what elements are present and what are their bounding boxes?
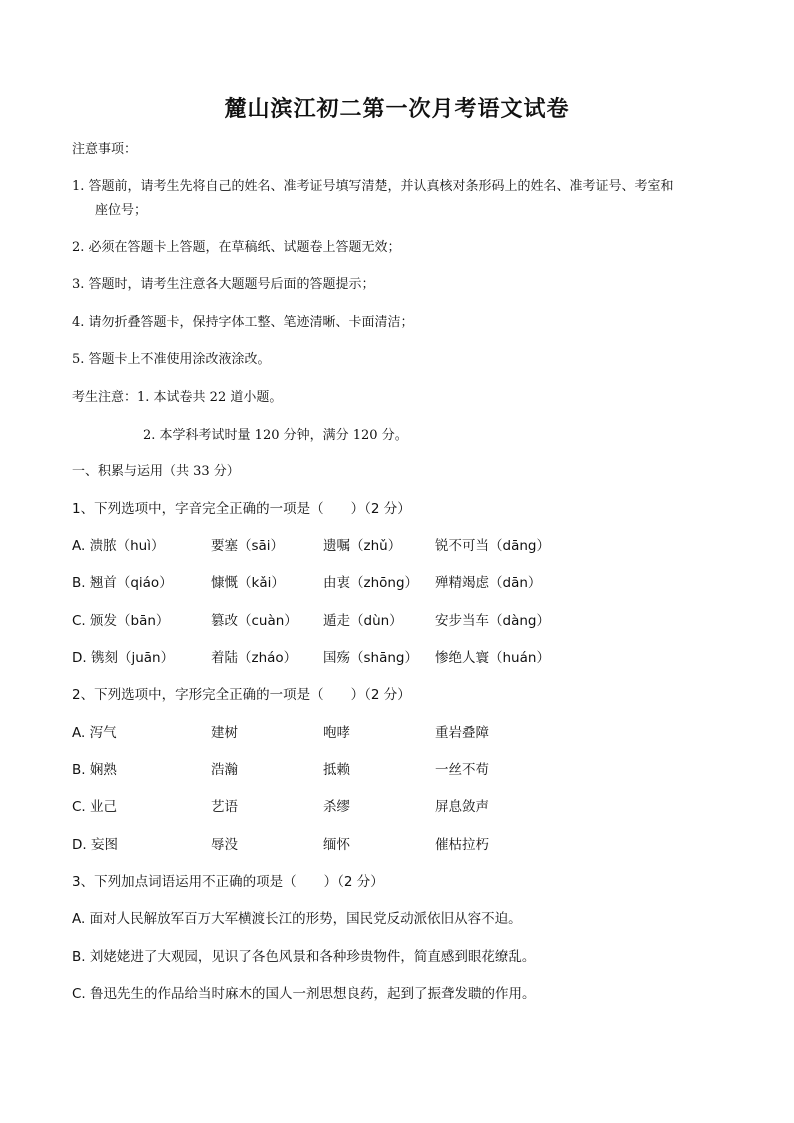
option-text: 建树 xyxy=(211,725,238,741)
option-text: 国殇（shāng） xyxy=(323,650,418,666)
option-text: 篡改（cuàn） xyxy=(211,613,298,629)
option-text: 咆哮 xyxy=(323,725,350,741)
q3-option-a: A. 面对人民解放军百万大军横渡长江的形势，国民党反动派依旧从容不迫。 xyxy=(72,911,522,927)
notice-item-1-cont: 座位号； xyxy=(95,203,148,218)
option-text: 浩瀚 xyxy=(211,762,238,778)
option-text: 抵赖 xyxy=(323,762,350,778)
option-text: 缅怀 xyxy=(323,837,350,853)
option-text: 慷慨（kǎi） xyxy=(211,575,285,591)
option-text: 安步当车（dàng） xyxy=(435,613,550,629)
option-text: 一丝不苟 xyxy=(435,762,489,778)
option-text: 催枯拉朽 xyxy=(435,837,489,853)
option-text: 由衷（zhōng） xyxy=(323,575,419,591)
option-text: B. 翘首（qiáo） xyxy=(72,575,173,591)
question-3-stem: 3、下列加点词语运用不正确的项是（ ）（2 分） xyxy=(72,874,384,890)
option-text: 遗嘱（zhǔ） xyxy=(323,538,402,554)
question-1-stem: 1、下列选项中，字音完全正确的一项是（ ）（2 分） xyxy=(72,501,411,517)
option-text: 艺语 xyxy=(211,799,238,815)
option-text: C. 业己 xyxy=(72,799,118,815)
option-text: 重岩叠障 xyxy=(435,725,489,741)
q3-option-b: B. 刘姥姥进了大观园，见识了各色风景和各种珍贵物件，简直感到眼花缭乱。 xyxy=(72,949,536,965)
option-text: 惨绝人寰（huán） xyxy=(435,650,550,666)
option-text: 要塞（sāi） xyxy=(211,538,285,554)
option-text: B. 娴熟 xyxy=(72,762,117,778)
option-text: 着陆（zháo） xyxy=(211,650,298,666)
notice-item-4: 4. 请勿折叠答题卡，保持字体工整、笔迹清晰、卡面清洁； xyxy=(72,315,414,330)
option-text: C. 颁发（bān） xyxy=(72,613,170,629)
notice-item-1: 1. 答题前，请考生先将自己的姓名、准考证号填写清楚，并认真核对条形码上的姓名、准考证号、考室和 xyxy=(72,179,674,194)
notice-item-3: 3. 答题时，请考生注意各大题题号后面的答题提示； xyxy=(72,277,375,292)
candidate-note-2: 2. 本学科考试时量 120 分钟，满分 120 分。 xyxy=(143,428,408,443)
option-text: 遁走（dùn） xyxy=(323,613,403,629)
section-heading: 一、积累与运用（共 33 分） xyxy=(72,464,240,479)
option-text: A. 溃脓（huì） xyxy=(72,538,165,554)
option-text: D. 镌刻（juān） xyxy=(72,650,175,666)
option-text: D. 妄图 xyxy=(72,837,118,853)
question-2-stem: 2、下列选项中，字形完全正确的一项是（ ）（2 分） xyxy=(72,687,411,703)
option-text: 锐不可当（dāng） xyxy=(435,538,550,554)
candidate-note-1: 考生注意：1. 本试卷共 22 道小题。 xyxy=(72,390,283,405)
option-text: 屏息敛声 xyxy=(435,799,489,815)
option-text: 辱没 xyxy=(211,837,238,853)
q3-option-c: C. 鲁迅先生的作品给当时麻木的国人一剂思想良药，起到了振聋发聩的作用。 xyxy=(72,986,536,1002)
option-text: A. 泻气 xyxy=(72,725,117,741)
exam-title: 麓山滨江初二第一次月考语文试卷 xyxy=(224,96,570,122)
option-text: 杀缪 xyxy=(323,799,350,815)
notice-item-5: 5. 答题卡上不准使用涂改液涂改。 xyxy=(72,352,271,367)
notice-item-2: 2. 必须在答题卡上答题，在草稿纸、试题卷上答题无效； xyxy=(72,240,401,255)
option-text: 殚精竭虑（dān） xyxy=(435,575,542,591)
notice-heading: 注意事项： xyxy=(72,142,138,157)
